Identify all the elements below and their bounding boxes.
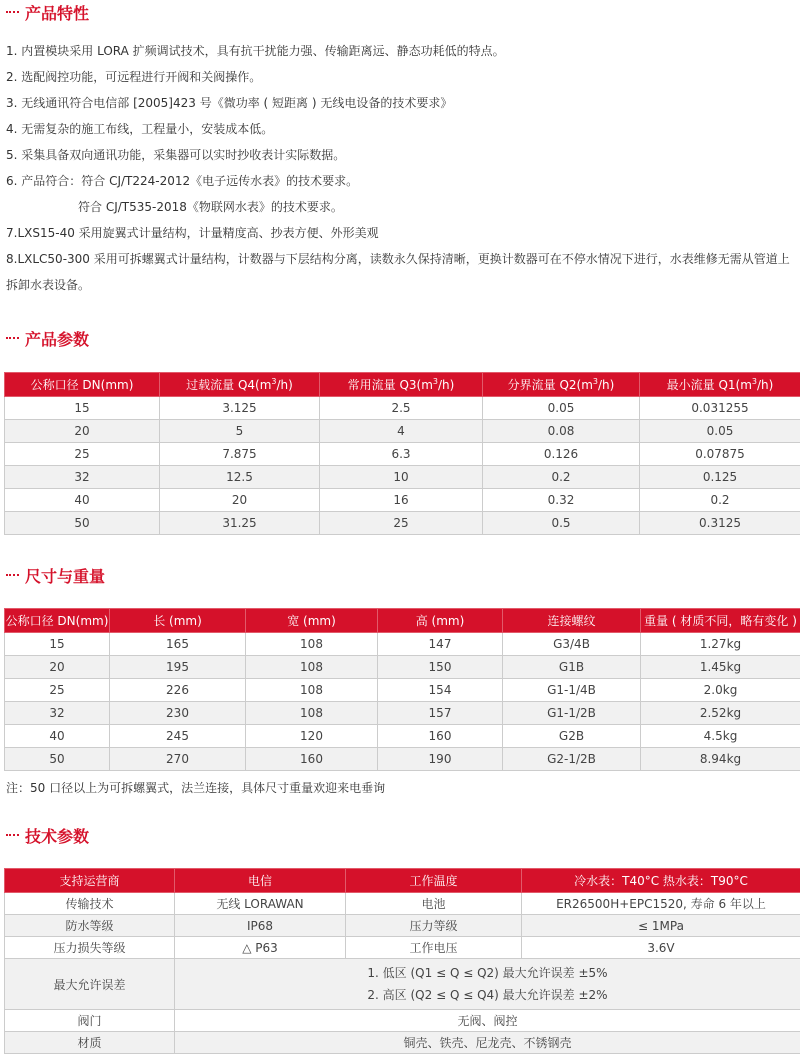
features-list — [0, 38, 800, 298]
table-cell: 压力等级 — [346, 915, 522, 937]
table-cell: 压力损失等级 — [5, 937, 175, 959]
table-cell: 40 — [5, 725, 110, 748]
table-header: 分界流量 $Q2(m^3/h)$ — [483, 373, 640, 397]
table-cell: 108 — [246, 702, 378, 725]
table-cell: 226 — [110, 679, 246, 702]
params-table — [4, 372, 800, 535]
params-title: 产品参数 — [25, 329, 90, 349]
table-cell: G1-1/4B — [503, 679, 641, 702]
table-header: 工作温度 — [346, 869, 522, 893]
table-cell: 传输技术 — [5, 893, 175, 915]
table-row — [5, 633, 800, 656]
feature-item: 8.LXLC50-300 采用可拆螺翼式计量结构，计数器与下层结构分离，读数永久保持清晰，更换计数器可在不停水情况下进行，水表维修无需从管道上拆卸水表设备。 — [6, 252, 790, 292]
table-row — [5, 512, 800, 535]
feature-item: 2. 选配阀控功能，可远程进行开阀和关阀操作。 — [6, 70, 262, 84]
table-cell: 电池 — [346, 893, 522, 915]
table-row — [5, 725, 800, 748]
table-header: 最小流量 $Q1(m^3/h)$ — [640, 373, 800, 397]
table-cell: 165 — [110, 633, 246, 656]
table-cell: 3.6V — [522, 937, 800, 959]
table-header: 高 (mm) — [378, 609, 503, 633]
table-cell: G1-1/2B — [503, 702, 641, 725]
table-cell: G3/4B — [503, 633, 641, 656]
table-header: 过载流量 $Q4(m^3/h)$ — [160, 373, 320, 397]
table-row — [5, 959, 800, 1010]
table-cell: 0.08 — [483, 420, 640, 443]
table-cell: 16 — [320, 489, 483, 512]
table-cell: 190 — [378, 748, 503, 771]
table-cell: 0.2 — [640, 489, 800, 512]
table-cell: 40 — [5, 489, 160, 512]
table-cell: 25 — [5, 679, 110, 702]
table-cell: ≤ 1MPa — [522, 915, 800, 937]
dims-table — [4, 608, 800, 771]
table-row — [5, 748, 800, 771]
table-header: 重量 ( 材质不同，略有变化 ) — [641, 609, 800, 633]
table-cell: 108 — [246, 679, 378, 702]
table-header: 长 (mm) — [110, 609, 246, 633]
table-cell: 4.5kg — [641, 725, 800, 748]
table-cell: 50 — [5, 748, 110, 771]
table-cell: 245 — [110, 725, 246, 748]
table-cell: 5 — [160, 420, 320, 443]
params-heading — [6, 326, 89, 350]
table-row — [5, 397, 800, 420]
table-row — [5, 420, 800, 443]
table-cell: 材质 — [5, 1032, 175, 1054]
table-cell: 1.45kg — [641, 656, 800, 679]
table-cell: 2.0kg — [641, 679, 800, 702]
table-cell: 20 — [160, 489, 320, 512]
table-row — [5, 679, 800, 702]
tech-title: 技术参数 — [25, 826, 90, 846]
table-cell: 157 — [378, 702, 503, 725]
table-cell: 工作电压 — [346, 937, 522, 959]
table-cell: 120 — [246, 725, 378, 748]
table-cell: 15 — [5, 633, 110, 656]
table-cell: 2.5 — [320, 397, 483, 420]
table-header: 宽 (mm) — [246, 609, 378, 633]
table-cell: 108 — [246, 633, 378, 656]
table-cell: 铜壳、铁壳、尼龙壳、不锈钢壳 — [175, 1032, 800, 1054]
table-cell: 3.125 — [160, 397, 320, 420]
table-cell: G2-1/2B — [503, 748, 641, 771]
table-cell: 15 — [5, 397, 160, 420]
table-cell: 防水等级 — [5, 915, 175, 937]
table-cell: 1.27kg — [641, 633, 800, 656]
table-cell: 6.3 — [320, 443, 483, 466]
feature-item: 5. 采集具备双向通讯功能，采集器可以实时抄收表计实际数据。 — [6, 148, 346, 162]
table-header: 公称口径 DN(mm) — [5, 609, 110, 633]
table-cell: 32 — [5, 466, 160, 489]
error-line: 2. 高区 (Q2 ≤ Q ≤ Q4) 最大允许误差 ±2% — [367, 988, 608, 1002]
table-cell: 10 — [320, 466, 483, 489]
table-cell: 最大允许误差 — [5, 959, 175, 1010]
features-title: 产品特性 — [25, 3, 90, 23]
table-cell: 160 — [378, 725, 503, 748]
features-heading — [6, 0, 89, 24]
table-row — [5, 443, 800, 466]
table-cell: 2.52kg — [641, 702, 800, 725]
table-header: 常用流量 $Q3(m^3/h)$ — [320, 373, 483, 397]
table-header: 电信 — [175, 869, 346, 893]
table-row — [5, 702, 800, 725]
table-cell: 31.25 — [160, 512, 320, 535]
table-header: 公称口径 DN(mm) — [5, 373, 160, 397]
table-row — [5, 489, 800, 512]
table-cell: △ P63 — [175, 937, 346, 959]
table-header-row — [5, 609, 800, 633]
table-cell: 32 — [5, 702, 110, 725]
table-cell: 0.05 — [640, 420, 800, 443]
feature-item: 3. 无线通讯符合电信部 [2005]423 号《微功率 ( 短距离 ) 无线电设备的技术要求》 — [6, 96, 453, 110]
table-cell: 0.2 — [483, 466, 640, 489]
table-cell: 147 — [378, 633, 503, 656]
table-cell: 25 — [320, 512, 483, 535]
table-header: 连接螺纹 — [503, 609, 641, 633]
table-cell — [175, 959, 800, 1010]
dims-heading — [6, 563, 105, 587]
table-cell: 4 — [320, 420, 483, 443]
table-row — [5, 466, 800, 489]
table-cell: 0.125 — [640, 466, 800, 489]
dots-icon — [6, 834, 19, 838]
table-cell: 108 — [246, 656, 378, 679]
table-cell: G1B — [503, 656, 641, 679]
feature-item: 符合 CJ/T535-2018《物联网水表》的技术要求。 — [78, 200, 343, 214]
dots-icon — [6, 11, 19, 15]
table-cell: G2B — [503, 725, 641, 748]
feature-item: 6. 产品符合：符合 CJ/T224-2012《电子远传水表》的技术要求。 — [6, 174, 359, 188]
tech-heading — [6, 823, 89, 847]
table-cell: 12.5 — [160, 466, 320, 489]
table-row — [5, 937, 800, 959]
table-header: 支持运营商 — [5, 869, 175, 893]
table-row — [5, 893, 800, 915]
table-cell: 50 — [5, 512, 160, 535]
error-line: 1. 低区 (Q1 ≤ Q ≤ Q2) 最大允许误差 ±5% — [367, 966, 608, 980]
table-cell: 0.3125 — [640, 512, 800, 535]
feature-item: 1. 内置模块采用 LORA 扩频调试技术，具有抗干扰能力强、传输距离远、静态功耗低的特点。 — [6, 44, 505, 58]
table-cell: 阀门 — [5, 1010, 175, 1032]
tech-table — [4, 868, 800, 1054]
table-cell: 25 — [5, 443, 160, 466]
feature-item: 4. 无需复杂的施工布线，工程量小，安装成本低。 — [6, 122, 274, 136]
table-cell: 195 — [110, 656, 246, 679]
feature-item: 7.LXS15-40 采用旋翼式计量结构，计量精度高、抄表方便、外形美观 — [6, 226, 379, 240]
table-cell: 0.07875 — [640, 443, 800, 466]
table-header-row — [5, 373, 800, 397]
table-cell: 150 — [378, 656, 503, 679]
table-cell: 无阀、阀控 — [175, 1010, 800, 1032]
table-row — [5, 1032, 800, 1054]
table-cell: 230 — [110, 702, 246, 725]
table-cell: IP68 — [175, 915, 346, 937]
dims-note: 注：50 口径以上为可拆螺翼式，法兰连接，具体尺寸重量欢迎来电垂询 — [6, 781, 386, 795]
table-cell: 0.05 — [483, 397, 640, 420]
table-cell: 20 — [5, 420, 160, 443]
table-cell: ER26500H+EPC1520, 寿命 6 年以上 — [522, 893, 800, 915]
table-cell: 7.875 — [160, 443, 320, 466]
table-row — [5, 1010, 800, 1032]
table-cell: 0.126 — [483, 443, 640, 466]
table-row — [5, 915, 800, 937]
table-cell: 8.94kg — [641, 748, 800, 771]
table-cell: 0.5 — [483, 512, 640, 535]
table-cell: 160 — [246, 748, 378, 771]
dims-title: 尺寸与重量 — [25, 566, 106, 586]
dots-icon — [6, 574, 19, 578]
table-cell: 无线 LORAWAN — [175, 893, 346, 915]
table-header-row — [5, 869, 800, 893]
table-header: 冷水表：T40°C 热水表：T90°C — [522, 869, 800, 893]
table-cell: 154 — [378, 679, 503, 702]
table-cell: 0.031255 — [640, 397, 800, 420]
dots-icon — [6, 337, 19, 341]
table-cell: 270 — [110, 748, 246, 771]
table-cell: 0.32 — [483, 489, 640, 512]
table-row — [5, 656, 800, 679]
table-cell: 20 — [5, 656, 110, 679]
